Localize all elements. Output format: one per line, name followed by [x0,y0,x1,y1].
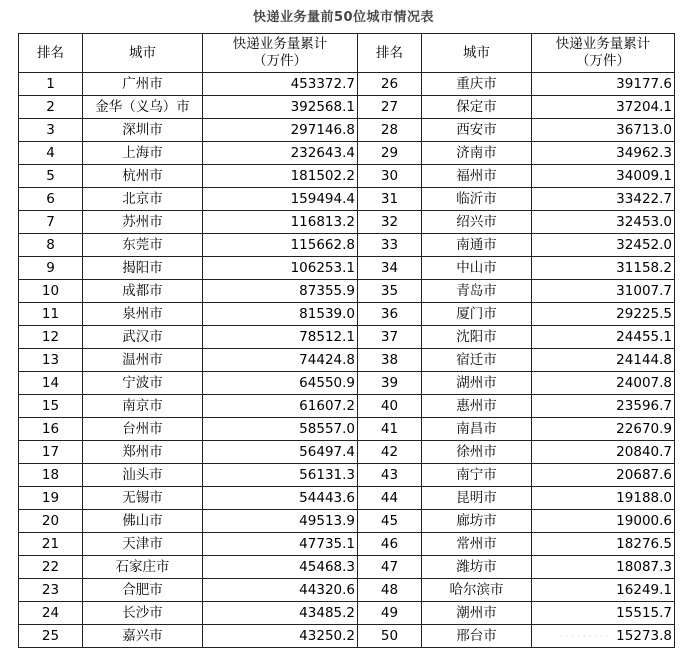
header-city: 城市 [83,34,203,73]
volume-cell: 29225.5 [532,303,675,326]
volume-cell: 37204.1 [532,96,675,119]
table-title: 快递业务量前50位城市情况表 [252,10,435,25]
header-volume-line1: 快递业务量累计 [232,36,328,52]
table-row [19,96,675,119]
city-cell: 沈阳市 [422,326,532,349]
city-ranking-table [18,33,675,648]
volume-cell: 78512.1 [203,326,358,349]
city-cell: 哈尔滨市 [422,579,532,602]
city-cell: 无锡市 [83,487,203,510]
rank-cell: 21 [19,533,83,556]
rank-cell: 23 [19,579,83,602]
city-cell: 济南市 [422,142,532,165]
rank-cell: 46 [358,533,422,556]
table-row [19,280,675,303]
volume-cell: 61607.2 [203,395,358,418]
city-cell: 邢台市 [422,625,532,648]
volume-cell: 43250.2 [203,625,358,648]
volume-cell: 18087.3 [532,556,675,579]
rank-cell: 8 [19,234,83,257]
rank-cell: 1 [19,73,83,96]
rank-cell: 40 [358,395,422,418]
volume-cell: 24144.8 [532,349,675,372]
rank-cell: 7 [19,211,83,234]
volume-cell: 19000.6 [532,510,675,533]
city-cell: 苏州市 [83,211,203,234]
city-cell: 湖州市 [422,372,532,395]
rank-cell: 35 [358,280,422,303]
table-row [19,533,675,556]
volume-cell: 22670.9 [532,418,675,441]
city-cell: 成都市 [83,280,203,303]
city-cell: 武汉市 [83,326,203,349]
volume-cell: 56131.3 [203,464,358,487]
city-cell: 合肥市 [83,579,203,602]
rank-cell: 4 [19,142,83,165]
rank-cell: 11 [19,303,83,326]
volume-cell: 64550.9 [203,372,358,395]
volume-cell: 24007.8 [532,372,675,395]
city-cell: 西安市 [422,119,532,142]
city-cell: 临沂市 [422,188,532,211]
city-cell: 潍坊市 [422,556,532,579]
volume-cell: 56497.4 [203,441,358,464]
volume-cell: 58557.0 [203,418,358,441]
city-cell: 廊坊市 [422,510,532,533]
table-row [19,372,675,395]
city-cell: 佛山市 [83,510,203,533]
header-volume-line1: 快递业务量累计 [555,36,651,52]
rank-cell: 33 [358,234,422,257]
city-cell: 杭州市 [83,165,203,188]
rank-cell: 3 [19,119,83,142]
rank-cell: 2 [19,96,83,119]
volume-cell: 20840.7 [532,441,675,464]
city-cell: 重庆市 [422,73,532,96]
city-cell: 北京市 [83,188,203,211]
volume-cell: 19188.0 [532,487,675,510]
rank-cell: 19 [19,487,83,510]
city-cell: 温州市 [83,349,203,372]
rank-cell: 5 [19,165,83,188]
rank-cell: 32 [358,211,422,234]
table-row [19,487,675,510]
table-row [19,119,675,142]
city-cell: 嘉兴市 [83,625,203,648]
rank-cell: 27 [358,96,422,119]
city-cell: 天津市 [83,533,203,556]
volume-cell: 23596.7 [532,395,675,418]
rank-cell: 44 [358,487,422,510]
rank-cell: 49 [358,602,422,625]
rank-cell: 14 [19,372,83,395]
city-cell: 绍兴市 [422,211,532,234]
rank-cell: 12 [19,326,83,349]
city-cell: 金华（义乌）市 [83,96,203,119]
city-cell: 南宁市 [422,464,532,487]
volume-cell: 34009.1 [532,165,675,188]
rank-cell: 48 [358,579,422,602]
table-row [19,464,675,487]
rank-cell: 22 [19,556,83,579]
city-cell: 台州市 [83,418,203,441]
volume-cell: 15515.7 [532,602,675,625]
volume-cell: 181502.2 [203,165,358,188]
city-cell: 潮州市 [422,602,532,625]
city-cell: 宁波市 [83,372,203,395]
city-cell: 宿迁市 [422,349,532,372]
volume-cell: 116813.2 [203,211,358,234]
volume-cell: 36713.0 [532,119,675,142]
city-cell: 昆明市 [422,487,532,510]
table-row [19,73,675,96]
table-row [19,142,675,165]
rank-cell: 38 [358,349,422,372]
volume-cell: 16249.1 [532,579,675,602]
city-cell: 南昌市 [422,418,532,441]
volume-cell: 45468.3 [203,556,358,579]
watermark-mark: · · · · · · · · · [560,632,609,642]
volume-cell: 47735.1 [203,533,358,556]
city-cell: 广州市 [83,73,203,96]
rank-cell: 10 [19,280,83,303]
city-cell: 厦门市 [422,303,532,326]
rank-cell: 43 [358,464,422,487]
rank-cell: 16 [19,418,83,441]
volume-cell: 54443.6 [203,487,358,510]
table-row [19,510,675,533]
rank-cell: 37 [358,326,422,349]
rank-cell: 29 [358,142,422,165]
rank-cell: 36 [358,303,422,326]
rank-cell: 17 [19,441,83,464]
city-cell: 惠州市 [422,395,532,418]
volume-cell: 392568.1 [203,96,358,119]
rank-cell: 30 [358,165,422,188]
city-cell: 郑州市 [83,441,203,464]
volume-cell: 24455.1 [532,326,675,349]
volume-cell: 87355.9 [203,280,358,303]
volume-cell: 31007.7 [532,280,675,303]
header-rank: 排名 [358,34,422,73]
rank-cell: 39 [358,372,422,395]
volume-cell: 453372.7 [203,73,358,96]
city-cell: 常州市 [422,533,532,556]
rank-cell: 24 [19,602,83,625]
city-cell: 长沙市 [83,602,203,625]
volume-cell: 159494.4 [203,188,358,211]
table-row [19,579,675,602]
volume-cell: 232643.4 [203,142,358,165]
volume-cell: 44320.6 [203,579,358,602]
city-cell: 青岛市 [422,280,532,303]
rank-cell: 42 [358,441,422,464]
rank-cell: 28 [358,119,422,142]
table-row [19,234,675,257]
table-row [19,211,675,234]
table-row [19,165,675,188]
rank-cell: 9 [19,257,83,280]
volume-cell: 33422.7 [532,188,675,211]
table-row [19,602,675,625]
volume-cell: 34962.3 [532,142,675,165]
header-city: 城市 [422,34,532,73]
volume-cell: 43485.2 [203,602,358,625]
rank-cell: 6 [19,188,83,211]
rank-cell: 50 [358,625,422,648]
city-cell: 南京市 [83,395,203,418]
city-cell: 徐州市 [422,441,532,464]
rank-cell: 18 [19,464,83,487]
volume-cell: 15273.8 [532,625,675,648]
header-volume-line2: （万件） [576,53,630,69]
header-volume-line2: （万件） [253,53,307,69]
volume-cell: 31158.2 [532,257,675,280]
city-cell: 上海市 [83,142,203,165]
city-cell: 东莞市 [83,234,203,257]
volume-cell: 39177.6 [532,73,675,96]
rank-cell: 34 [358,257,422,280]
volume-cell: 106253.1 [203,257,358,280]
city-cell: 泉州市 [83,303,203,326]
volume-cell: 32452.0 [532,234,675,257]
city-cell: 揭阳市 [83,257,203,280]
volume-cell: 297146.8 [203,119,358,142]
table-row [19,556,675,579]
rank-cell: 31 [358,188,422,211]
rank-cell: 26 [358,73,422,96]
city-cell: 深圳市 [83,119,203,142]
volume-cell: 18276.5 [532,533,675,556]
rank-cell: 13 [19,349,83,372]
rank-cell: 47 [358,556,422,579]
city-cell: 石家庄市 [83,556,203,579]
header-volume [203,34,358,73]
table-row [19,418,675,441]
rank-cell: 15 [19,395,83,418]
table-row [19,395,675,418]
table-row [19,326,675,349]
header-row [19,34,675,73]
rank-cell: 20 [19,510,83,533]
header-rank: 排名 [19,34,83,73]
volume-cell: 81539.0 [203,303,358,326]
table-row [19,303,675,326]
city-cell: 南通市 [422,234,532,257]
table-row [19,349,675,372]
rank-cell: 41 [358,418,422,441]
rank-cell: 45 [358,510,422,533]
city-cell: 福州市 [422,165,532,188]
table-row [19,441,675,464]
volume-cell: 74424.8 [203,349,358,372]
volume-cell: 49513.9 [203,510,358,533]
volume-cell: 32453.0 [532,211,675,234]
rank-cell: 25 [19,625,83,648]
volume-cell: 20687.6 [532,464,675,487]
city-cell: 中山市 [422,257,532,280]
table-row [19,188,675,211]
city-cell: 保定市 [422,96,532,119]
volume-cell: 115662.8 [203,234,358,257]
city-cell: 汕头市 [83,464,203,487]
table-row [19,257,675,280]
header-volume [532,34,675,73]
